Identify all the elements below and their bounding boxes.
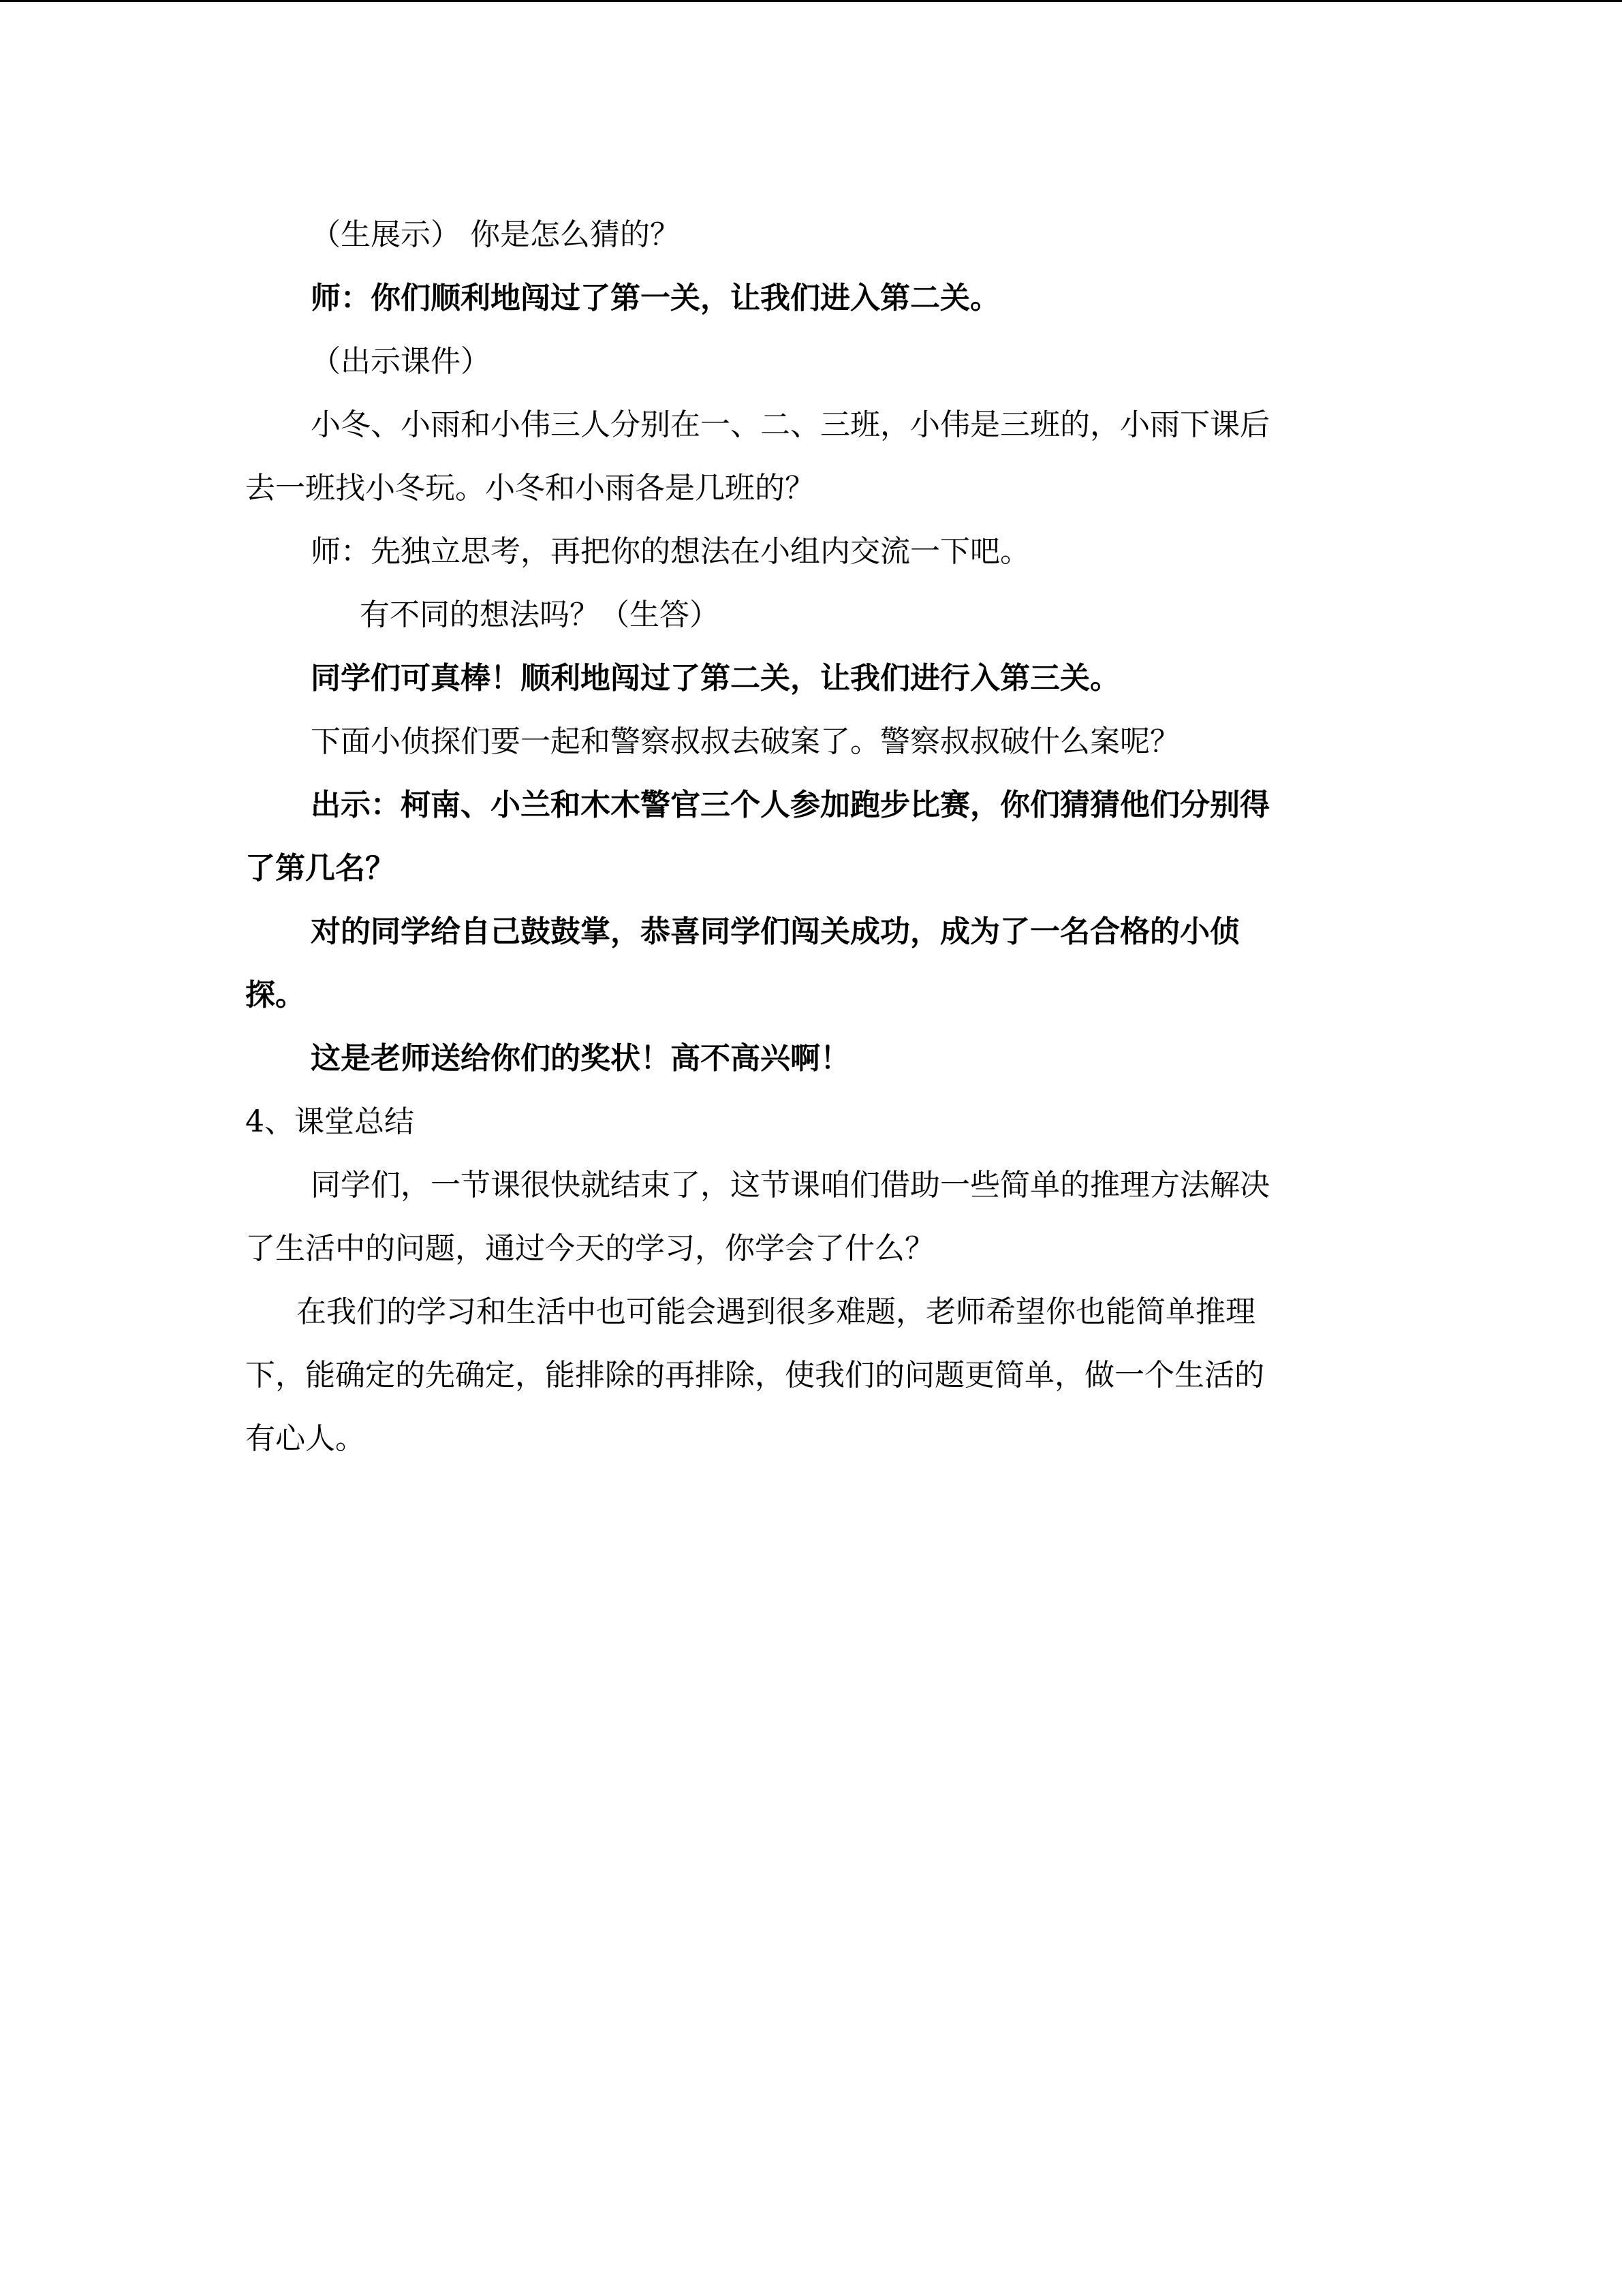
paragraph-closing-line-2: 下，能确定的先确定，能排除的再排除，使我们的问题更简单，做一个生活的 [245, 1358, 1264, 1393]
paragraph-closing-line-3: 有心人。 [245, 1421, 365, 1456]
paragraph-race-line-1: 出示：柯南、小兰和木木警官三个人参加跑步比赛，你们猜猜他们分别得 [311, 788, 1270, 822]
paragraph-level-two-done: 同学们可真棒！顺利地闯过了第二关，让我们进行入第三关。 [311, 661, 1120, 696]
paragraph-problem-line-1: 小冬、小雨和小伟三人分别在一、二、三班，小伟是三班的，小雨下课后 [311, 407, 1270, 442]
paragraph-certificate: 这是老师送给你们的奖状！高不高兴啊！ [311, 1041, 850, 1076]
document-page [0, 2, 1622, 2296]
paragraph-detectives: 下面小侦探们要一起和警察叔叔去破案了。警察叔叔破什么案呢？ [311, 724, 1180, 759]
document-body [245, 203, 1362, 1470]
paragraph-race-line-2: 了第几名？ [245, 851, 395, 886]
paragraph-summary-line-2: 了生活中的问题，通过今天的学习，你学会了什么？ [245, 1231, 935, 1266]
section-heading-summary: 4、课堂总结 [245, 1104, 414, 1139]
paragraph-congrats-line-2: 探。 [245, 978, 305, 1012]
paragraph-show-courseware: （出示课件） [311, 344, 490, 379]
paragraph-problem-line-2: 去一班找小冬玩。小冬和小雨各是几班的？ [245, 471, 815, 506]
paragraph-different-ideas: 有不同的想法吗？（生答） [360, 598, 719, 632]
paragraph-congrats-line-1: 对的同学给自己鼓鼓掌，恭喜同学们闯关成功，成为了一名合格的小侦 [311, 914, 1240, 949]
paragraph-closing-line-1: 在我们的学习和生活中也可能会遇到很多难题，老师希望你也能简单推理 [296, 1294, 1256, 1329]
paragraph-student-display: （生展示） 你是怎么猜的？ [311, 217, 680, 252]
paragraph-teacher-think: 师：先独立思考，再把你的想法在小组内交流一下吧。 [311, 534, 1030, 569]
paragraph-summary-line-1: 同学们，一节课很快就结束了，这节课咱们借助一些简单的推理方法解决 [311, 1168, 1270, 1203]
paragraph-teacher-level-one: 师：你们顺利地闯过了第一关，让我们进入第二关。 [311, 281, 1000, 315]
